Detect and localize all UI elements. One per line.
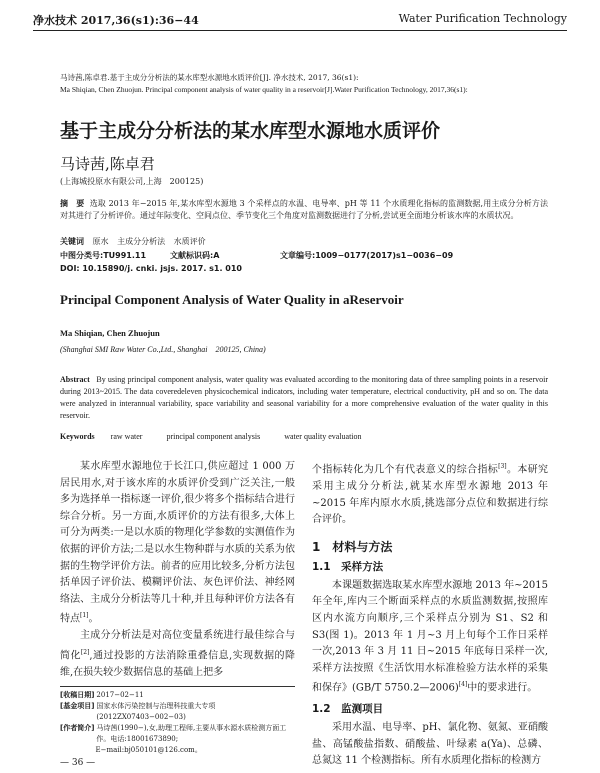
body-text: 。本研究采用主成分分析法,就某水库型水源地 2013 年~2015 年库内原水水质,挑选部分点位和数据进行综合评价。 (312, 464, 549, 526)
body-paragraph: 采用水温、电导率、pH、氯化物、氨氮、亚硝酸盐、高锰酸盐指数、硝酸盐、叶绿素 a(Ya)、总磷、总氮这 11 个检测指标。所有水质理化指标的检测方 (312, 721, 548, 767)
body-text: 本课题数据选取某水库型水源地 2013 年~2015 年全年,库内三个断面采样点的水质监测数据,按照库区内水流方向顺序,三个采样点分别为 S1、S2 和 S3(图 1)。2013 年 1 月~3 月上旬每个工作日采样一次,2013 年 3 月 11 日~2015 年底每日采样一次,采样方法按照《生活饮用水标准检验方法水样的采集和保存》(GB/T 5750.2—2006) (312, 579, 548, 694)
keywords-cn (60, 236, 206, 247)
keyword-cn-item: 原水 (92, 237, 109, 246)
document-code: 文献标识码:A (170, 251, 220, 260)
affiliation-cn: (上海城投原水有限公司,上海 200125) (60, 177, 204, 186)
classification-row (60, 250, 550, 261)
citation-ref[interactable]: [1] (80, 612, 89, 620)
body-text: ,通过投影的方法消除重叠信息,实现数据的降维,在损失较少数据信息的基础上把多 (60, 650, 295, 678)
abstract-en-label: Abstract (60, 375, 90, 384)
keyword-en-item: principal component analysis (166, 432, 261, 441)
abstract-en (60, 374, 548, 422)
fund-label: [基金项目] (60, 702, 95, 710)
subsection-heading: 1.2 监测项目 (312, 703, 384, 716)
body-text: 中的要求进行。 (467, 682, 538, 694)
title-en: Principal Component Analysis of Water Quality in aReservoir (60, 292, 404, 307)
body-paragraph (60, 628, 295, 681)
body-left-column (60, 459, 295, 681)
citation-ref[interactable]: [3] (498, 463, 507, 470)
author-email[interactable]: E−mail:bj050101@126.com。 (95, 746, 202, 754)
keywords-cn-label: 关键词 (60, 237, 84, 246)
section-heading: 1 材料与方法 (312, 539, 393, 554)
author-bio: 马诗茜(1990−),女,助理工程师,主要从事水源水质检测方面工作。电话:18001673890; (96, 724, 287, 743)
clc-number: 中图分类号:TU991.11 (60, 251, 147, 260)
abstract-cn (60, 198, 548, 222)
article-number: 文章编号:1009−0177(2017)s1−0036−09 (280, 251, 454, 260)
citation-en: Ma Shiqian, Chen Zhuojun. Principal component analysis of water quality in a reservoir[J].Water Purification Technology, 2017,36(s1): (60, 85, 468, 94)
keyword-en-item: water quality evaluation (284, 432, 362, 441)
fund-text: 国家水体污染控制与治理科技重大专项(2012ZX07403−002−03) (96, 702, 216, 721)
authors-en: Ma Shiqian, Chen Zhuojun (60, 328, 160, 338)
title-cn: 基于主成分分析法的某水库型水源地水质评价 (60, 120, 441, 142)
footnote-rule (60, 686, 295, 687)
body-text: 个指标转化为几个有代表意义的综合指标 (312, 464, 499, 476)
citation-ref[interactable]: [2] (80, 648, 90, 656)
author-label: [作者简介] (60, 724, 95, 732)
body-paragraph (60, 459, 295, 628)
doi: DOI: 10.15890/j. cnki. jsjs. 2017. s1. 010 (60, 264, 242, 273)
abstract-cn-label: 摘 要 (60, 199, 85, 208)
keywords-en-label: Keywords (60, 432, 95, 441)
body-text: 某水库型水源地位于长江口,供应超过 1 000 万居民用水,对于该水库的水质评价受到广泛关注,一般多为选择单一指标逐一评价,很少将多个指标结合进行综合分析。另一方面,水质评价的方法有很多,大体上可分为两类:一是以水质的物理化学参数的实测值作为依据的评价方法;二是以水生物种群与水质的关系为依据的生物学评价方法。前者的应用比较多,分析方法包括单因子评价法、模糊评价法、灰色评价法、神经网络法、主成分分析法等几十种,并且每种评价方法各有特点 (60, 461, 295, 625)
keywords-en (60, 432, 384, 441)
body-text: 主成分分析法是对高位变量系统进行最佳综合与简化 (60, 630, 295, 662)
citation-cn: 马诗茜,陈卓君.基于主成分分析法的某水库型水源地水质评价[J]. 净水技术, 2017, 36(s1): (60, 73, 359, 82)
received-date: 2017−02−11 (96, 691, 144, 699)
body-right-column (312, 459, 548, 770)
footnotes (60, 690, 295, 756)
subsection-heading: 1.1 采样方法 (312, 561, 384, 574)
header-rule (33, 30, 567, 31)
body-text: 。 (88, 613, 99, 625)
authors-cn: 马诗茜,陈卓君 (60, 155, 155, 173)
affiliation-en: (Shanghai SMI Raw Water Co.,Ltd., Shanghai 200125, China) (60, 345, 266, 354)
body-paragraph (312, 459, 548, 529)
body-paragraph (312, 578, 548, 697)
keyword-en-item: raw water (110, 432, 143, 441)
keyword-cn-item: 水质评价 (173, 237, 206, 246)
journal-header-en: Water Purification Technology (398, 12, 567, 25)
journal-header-cn: 净水技术 2017,36(s1):36−44 (33, 14, 199, 27)
abstract-cn-text: 选取 2013 年−2015 年,某水库型水源地 3 个采样点的水温、电导率、pH 等 11 个水质理化指标的监测数据,用主成分分析方法对其进行了分析评价。通过年际变化、空间点位、季节变化三个角度对监测数据进行了分析,尝试更全面地分析该水库的水质状况。 (60, 199, 549, 220)
citation-ref[interactable]: [4] (458, 681, 468, 689)
received-label: [收稿日期] (60, 691, 95, 699)
keyword-cn-item: 主成分分析法 (117, 237, 166, 246)
abstract-en-text: By using principal component analysis, water quality was evaluated according to the monitoring data of three sampling points in a reservoir during 2013~2015. The data coveredeleven physicochemical indicators, including water temperature, electrical conductivity, pH and so on. The data were analyzed in interannual variability, space variability and seasonal variability for a more comprehensive evaluation of the water quality in this reservoir. (60, 375, 548, 420)
page-number: — 36 — (60, 758, 96, 768)
